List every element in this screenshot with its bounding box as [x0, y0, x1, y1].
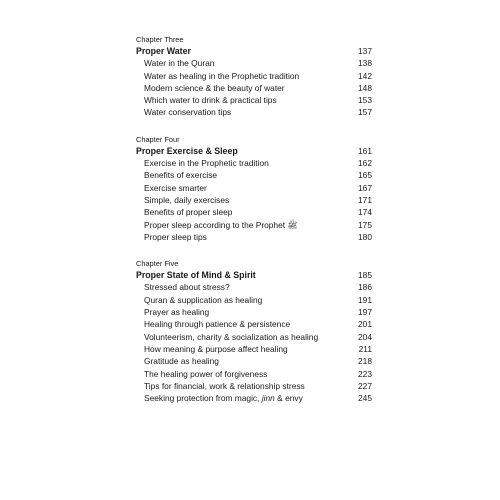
toc-entry-text: Benefits of proper sleep: [144, 207, 233, 218]
page-number: 227: [358, 380, 372, 391]
chapter-label: Chapter Five: [136, 259, 179, 269]
toc-entry: [136, 294, 372, 306]
page-number: 201: [358, 319, 372, 330]
toc-entry: [136, 106, 372, 118]
toc-entry-text: [136, 392, 303, 404]
chapter-title: Proper Exercise & Sleep: [136, 145, 238, 156]
toc-entry-text: Gratitude as healing: [144, 356, 219, 367]
toc-entry: [136, 368, 372, 380]
page-number: 162: [358, 158, 372, 169]
toc-entry: [136, 231, 372, 243]
page-number: 167: [358, 182, 372, 193]
toc-entry: [136, 169, 372, 181]
page-number: 153: [358, 95, 372, 106]
toc-entry-text: How meaning & purpose affect healing: [144, 343, 288, 354]
toc-entry: [136, 157, 372, 169]
chapter-section: [136, 259, 372, 404]
toc-entry: [136, 82, 372, 94]
toc-entry: [136, 194, 372, 206]
toc-entry: [136, 94, 372, 106]
toc-entry: [136, 331, 372, 343]
toc-entry-text: Volunteerism, charity & socialization as healing: [144, 331, 319, 342]
toc-entry-text: The healing power of forgiveness: [144, 368, 268, 379]
toc-entry: [136, 306, 372, 318]
toc-entry: [136, 343, 372, 355]
toc-entry: [136, 281, 372, 293]
chapter-title-row: [136, 145, 372, 157]
chapter-title-row: [136, 45, 372, 57]
page-number: 186: [358, 282, 372, 293]
chapter-section: [136, 135, 372, 243]
toc-entry-text: Prayer as healing: [144, 307, 210, 318]
page-number: 161: [358, 145, 372, 156]
page-number: 211: [358, 343, 372, 354]
page-number: 142: [358, 70, 372, 81]
toc-entry: [136, 392, 372, 404]
toc-entry: [136, 70, 372, 82]
toc-entry: [136, 380, 372, 392]
page-number: 171: [358, 194, 372, 205]
toc-entry-text: Simple, daily exercises: [144, 194, 230, 205]
toc-entry-text-part: & envy: [274, 393, 303, 404]
toc-entry-text-part: Seeking protection from magic,: [144, 393, 262, 404]
toc-entry-text: Modern science & the beauty of water: [144, 82, 285, 93]
toc-entry: [136, 318, 372, 330]
toc-entry-text: Tips for financial, work & relationship stress: [144, 380, 305, 391]
toc-entry-text: Healing through patience & persistence: [144, 319, 291, 330]
page-number: 175: [358, 219, 372, 230]
toc-entry: [136, 219, 372, 231]
page-number: 180: [358, 231, 372, 242]
toc-entry-text-italic: jinn: [261, 393, 275, 404]
toc-entry-text: Proper sleep according to the Prophet ﷺ: [144, 219, 298, 230]
toc-entry-text: Stressed about stress?: [144, 282, 230, 293]
chapter-label: Chapter Four: [136, 134, 180, 144]
page-number: 148: [358, 82, 372, 93]
page-number: 218: [358, 356, 372, 367]
page-number: 185: [358, 270, 372, 281]
table-of-contents: [136, 35, 372, 404]
chapter-title: Proper Water: [136, 46, 191, 56]
toc-entry-text: Benefits of exercise: [144, 170, 218, 181]
toc-entry-text: Exercise in the Prophetic tradition: [144, 158, 269, 169]
page-number: 245: [358, 393, 372, 404]
page-number: 191: [358, 294, 372, 305]
toc-entry-text: Water in the Quran: [144, 58, 215, 69]
toc-entry-text: Exercise smarter: [144, 182, 207, 193]
page-number: 204: [358, 331, 372, 342]
toc-entry-text: Water conservation tips: [144, 107, 232, 118]
toc-entry: [136, 57, 372, 69]
toc-entry-text: Proper sleep tips: [144, 231, 207, 242]
chapter-title: Proper State of Mind & Spirit: [136, 270, 256, 281]
page-number: 137: [358, 46, 372, 56]
chapter-title-row: [136, 269, 372, 281]
page-number: 223: [358, 368, 372, 379]
page-number: 174: [358, 207, 372, 218]
chapter-section: [136, 35, 372, 119]
toc-entry-text: Which water to drink & practical tips: [144, 95, 277, 106]
page-number: 157: [358, 107, 372, 118]
toc-entry: [136, 206, 372, 218]
toc-entry-text: Quran & supplication as healing: [144, 294, 263, 305]
toc-entry: [136, 182, 372, 194]
page-number: 197: [358, 307, 372, 318]
toc-entry: [136, 355, 372, 367]
page-number: 138: [358, 58, 372, 69]
page-number: 165: [358, 170, 372, 181]
toc-entry-text: Water as healing in the Prophetic tradition: [144, 70, 300, 81]
chapter-label: Chapter Three: [136, 35, 184, 44]
